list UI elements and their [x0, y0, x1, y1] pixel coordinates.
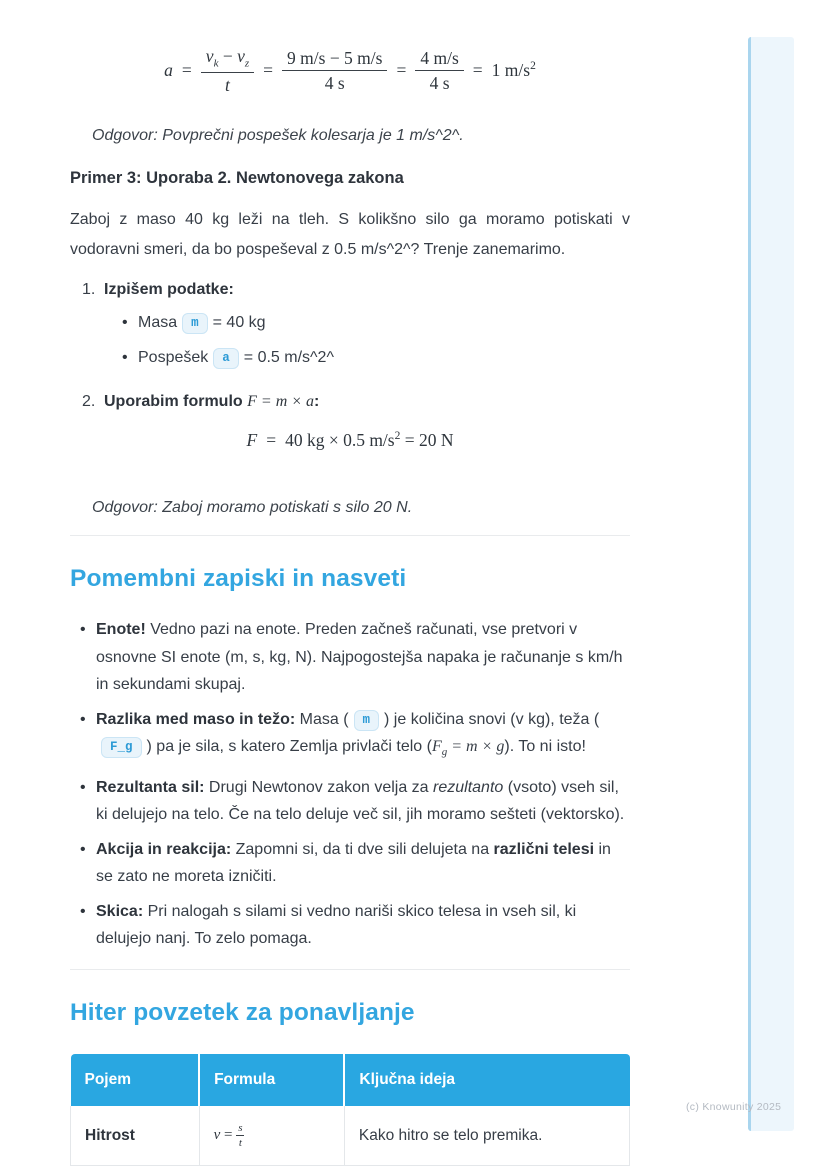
fraction-result: $\frac{4 m/s}{4 s}$ — [415, 48, 463, 93]
document-page — [70, 0, 630, 1166]
inline-code-chip-m: m — [182, 313, 208, 334]
bold-phrase: različni telesi — [493, 840, 595, 858]
notes-heading: Pomembni zapiski in nasveti — [70, 565, 407, 593]
inline-code-chip-m: m — [354, 710, 380, 731]
summary-heading: Hiter povzetek za ponavljanje — [70, 998, 415, 1026]
list-item-mass: • Masa m = 40 kg — [122, 311, 630, 335]
math-variable-a: a — [164, 60, 173, 81]
fraction-values: $\frac{9 m/s - 5 m/s}{4 s}$ — [282, 48, 387, 93]
inline-code-chip-Fg: F_g — [101, 737, 142, 758]
note-item-mass-vs-weight: • Razlika med maso in težo: Masa ( m ) je količina snovi (v kg), teža (F_g ) pa je sila, s katero Zemlja privlači telo $(F_g = m \times g)$. To ni isto! — [80, 706, 630, 767]
answer-example3: Odgovor: Zaboj moramo potiskati s silo 20 N. — [92, 499, 413, 517]
cell-formula: v = $\frac{s}{t}$ — [199, 1106, 344, 1166]
equals-sign: = — [472, 60, 483, 81]
note-item-units: • Enote! Vedno pazi na enote. Preden začneš računati, vse pretvori v osnovne SI enote (m, s, kg, N). Najpogostejša napaka je računanje s km/h in sekundami skupaj. — [80, 616, 630, 699]
step-2 — [70, 390, 630, 414]
emphasized-word: rezultanto — [433, 778, 504, 796]
cell-ideja: Kako hitro se telo premika. — [344, 1106, 629, 1166]
step-1 — [70, 279, 630, 301]
force-formula — [70, 430, 630, 451]
note-item-net-force: • Rezultanta sil: Drugi Newtonov zakon velja za rezultanto (vsoto) vseh sil, ki delujejo na telo. Če na telo deluje več sil, jih moramo sešteti (vektorsko). — [80, 774, 630, 829]
step-number: 1. — [82, 281, 96, 299]
table-row — [71, 1106, 630, 1166]
equals-sign: = — [181, 60, 192, 81]
step-1-title: Izpišem podatke: — [104, 281, 234, 299]
section-divider — [70, 969, 630, 970]
table-header-formula: Formula — [199, 1054, 344, 1106]
inline-code-chip-a: a — [213, 348, 239, 369]
step-number: 2. — [82, 393, 96, 411]
equals-sign: = — [266, 430, 277, 451]
list-item-acceleration: • Pospešek a = 0.5 m/s^2^ — [122, 346, 630, 370]
copyright-watermark: (c) Knowunity 2025 — [686, 1101, 782, 1113]
equals-sign: = — [396, 60, 407, 81]
data-list — [70, 311, 630, 370]
note-item-action-reaction: • Akcija in reakcija: Zapomni si, da ti dve sili delujeta na različni telesi in se zato ne moreta izničiti. — [80, 836, 630, 891]
inline-math: $F_g = m \times g$ — [431, 738, 505, 759]
summary-table — [70, 1054, 630, 1166]
fraction-velocity: $\frac{v_k - v_z}{t}$ — [201, 46, 254, 95]
math-variable-F: F — [246, 430, 258, 451]
step-2-title: Uporabim formulo F = m × a: — [104, 393, 320, 411]
acceleration-formula — [70, 46, 630, 95]
formula-result: 1 $m/s^2$ — [491, 60, 536, 81]
example3-problem: Zaboj z maso 40 kg leži na tleh. S kolikšno silo ga moramo potiskati v vodoravni smeri, da bo pospeševal z 0.5 m/s^2^? Trenje zanemarimo. — [70, 211, 630, 259]
cell-pojem: Hitrost — [71, 1106, 200, 1166]
equals-sign: = — [263, 60, 274, 81]
notes-list — [70, 616, 630, 953]
answer-example2: Odgovor: Povprečni pospešek kolesarja je 1 m/s^2^. — [92, 127, 464, 145]
note-item-sketch: • Skica: Pri nalogah s silami si vedno nariši skico telesa in vseh sil, ki delujejo nanj. To zelo pomaga. — [80, 898, 630, 953]
table-header-row — [71, 1054, 630, 1106]
table-header-pojem: Pojem — [71, 1054, 200, 1106]
table-header-ideja: Ključna ideja — [344, 1054, 629, 1106]
section-divider — [70, 535, 630, 536]
solution-steps — [70, 279, 630, 414]
example3-title: Primer 3: Uporaba 2. Newtonovega zakona — [70, 169, 404, 188]
page-edge-strip — [748, 37, 794, 1131]
formula-body: 40 kg × 0.5 $m/s^2 = 20$ N — [285, 430, 454, 451]
